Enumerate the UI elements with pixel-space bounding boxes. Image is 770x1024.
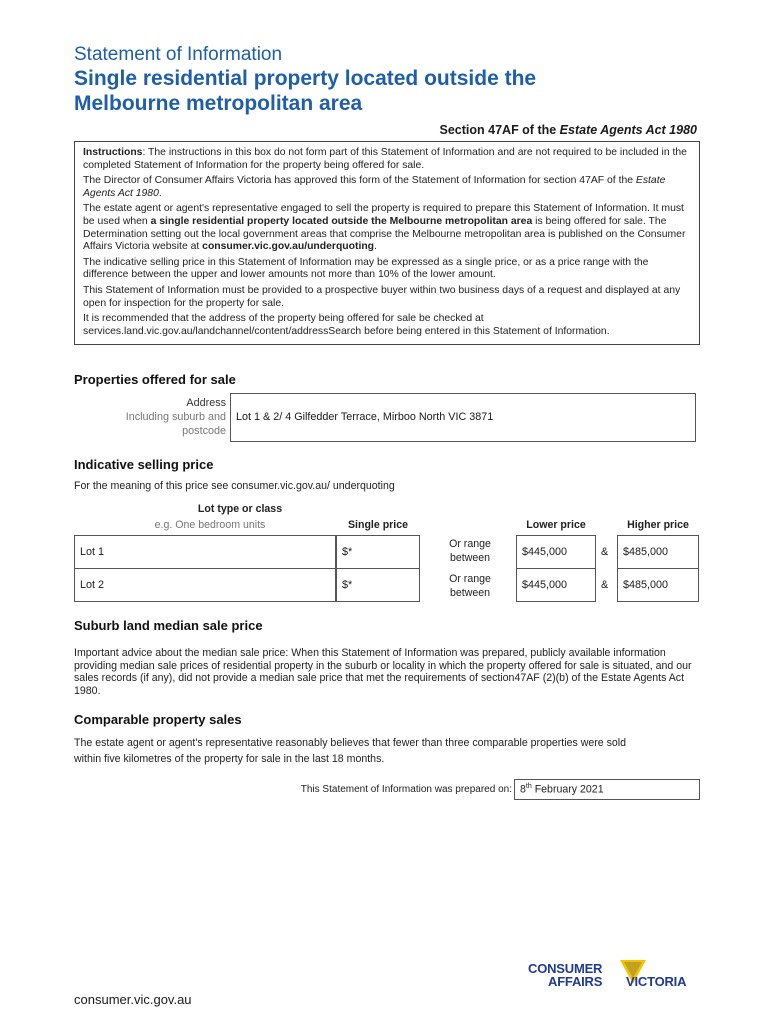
address-label-line3: postcode [182,425,226,437]
col-lot-type: Lot type or class [197,503,283,515]
page-title [74,66,714,116]
logo-victoria: VICTORIA [626,974,687,989]
address-label-line1: Address [186,397,226,409]
col-lower-price: Lower price [526,519,586,531]
underquoting-link[interactable]: consumer.vic.gov.au/underquoting [202,241,375,253]
col-lot-example: e.g. One bedroom units [154,519,266,531]
lower-price-value: $445,000 [522,546,568,558]
instructions-p3-a: The estate agent or agent's representative engaged to sell the property is required to prepare this Statement of Information. It must be used when [83,203,684,227]
properties-heading: Properties offered for sale [74,372,236,387]
address-label [66,396,226,438]
prepared-date [520,783,604,796]
median-text: Important advice about the median sale price: When this Statement of Information was prepared, publicly available information providing median sale prices of residential property in the suburb or locality in which the property offered for sale is situated, and our sales records (if any), did not provide a median sale price that met the requirements of section47AF (2)(b) of the Estate Agents Act 1980. [74,647,692,697]
lot-cell[interactable] [74,568,336,602]
indicative-heading: Indicative selling price [74,457,214,472]
lot-label: Lot 1 [80,546,105,558]
ampersand: & [601,546,609,558]
higher-price-value: $485,000 [623,579,669,591]
single-price-value: $* [342,546,353,558]
range-line1: Or range [449,538,491,550]
single-price-value: $* [342,579,353,591]
consumer-affairs-victoria-logo [528,958,704,1006]
instructions-label: Instructions [83,147,143,158]
lot-label: Lot 2 [80,579,105,591]
instructions-p1 [83,147,691,172]
range-label [430,537,510,565]
instructions-p2-text: The Director of Consumer Affairs Victoria has approved this form of the Statement of Information for section 47AF of the [83,175,636,187]
instructions-box [74,141,700,345]
range-label [430,572,510,600]
logo-consumer: CONSUMER [528,961,603,976]
instructions-p4: The indicative selling price in this Statement of Information may be expressed as a single price, or as a price range with the difference between the upper and lower amounts not more than 10% of the lower amount. [83,256,649,281]
median-heading: Suburb land median sale price [74,618,263,633]
ampersand: & [601,579,609,591]
prepared-label: This Statement of Information was prepared on: [300,784,512,795]
address-value: Lot 1 & 2/ 4 Gilfedder Terrace, Mirboo North VIC 3871 [236,411,494,423]
col-higher-price: Higher price [627,519,689,531]
indicative-intro: For the meaning of this price see consumer.vic.gov.au/ underquoting [74,480,395,492]
instructions-p2-end: . [158,187,162,199]
prepared-month-year: February 2021 [531,783,604,796]
range-line2: between [449,587,491,599]
higher-price-value: $485,000 [623,546,669,558]
instructions-p2 [83,175,691,200]
instructions-p5: This Statement of Information must be provided to a prospective buyer within two business days of a request and displayed at any open for inspection for the property for sale. [83,284,681,309]
section-prefix: Section 47AF of the [439,123,560,137]
instructions-p2-act: Estate Agents Act 1980 [83,175,666,199]
comparable-heading: Comparable property sales [74,712,242,727]
lot-cell[interactable] [74,535,336,569]
logo-affairs: AFFAIRS [548,974,603,989]
footer-url[interactable]: consumer.vic.gov.au [74,992,192,1007]
comparable-text [74,735,714,767]
range-line1: Or range [449,573,491,585]
address-label-line2: Including suburb and [125,411,226,423]
instructions-p3-c: is being offered for sale. The Determination setting out the local government areas that comprise the Melbourne metropolitan area is published on the Consumer Affairs Victoria website at [83,215,686,253]
lower-price-value: $445,000 [522,579,568,591]
range-line2: between [449,552,491,564]
instructions-p3-b: a single residential property located outside the Melbourne metropolitan area [150,215,533,227]
comparable-line2: within five kilometres of the property for sale in the last 18 months. [74,753,385,765]
instructions-p3 [83,203,691,253]
col-single-price: Single price [347,519,409,531]
title-line-1: Single residential property located outside the [74,67,537,90]
section-act: Estate Agents Act 1980 [559,123,697,137]
instructions-p6: It is recommended that the address of the property being offered for sale be checked at services.land.vic.gov.au/landchannel/content/addressSearch before being entered in this Statement of Information. [83,313,610,337]
title-line-2: Melbourne metropolitan area [74,92,363,115]
prepared-suffix: th [525,783,532,790]
instructions-p3-e: . [374,241,377,253]
prepared-day: 8 [520,783,526,796]
section-reference [440,123,697,137]
comparable-line1: The estate agent or agent's representative reasonably believes that fewer than three comparable properties were sold [74,737,627,749]
instructions-p1-text: : The instructions in this box do not form part of this Statement of Information and are not required to be included in the completed Statement of Information for the property being offered for sale. [83,147,687,171]
form-label: Statement of Information [74,44,283,65]
